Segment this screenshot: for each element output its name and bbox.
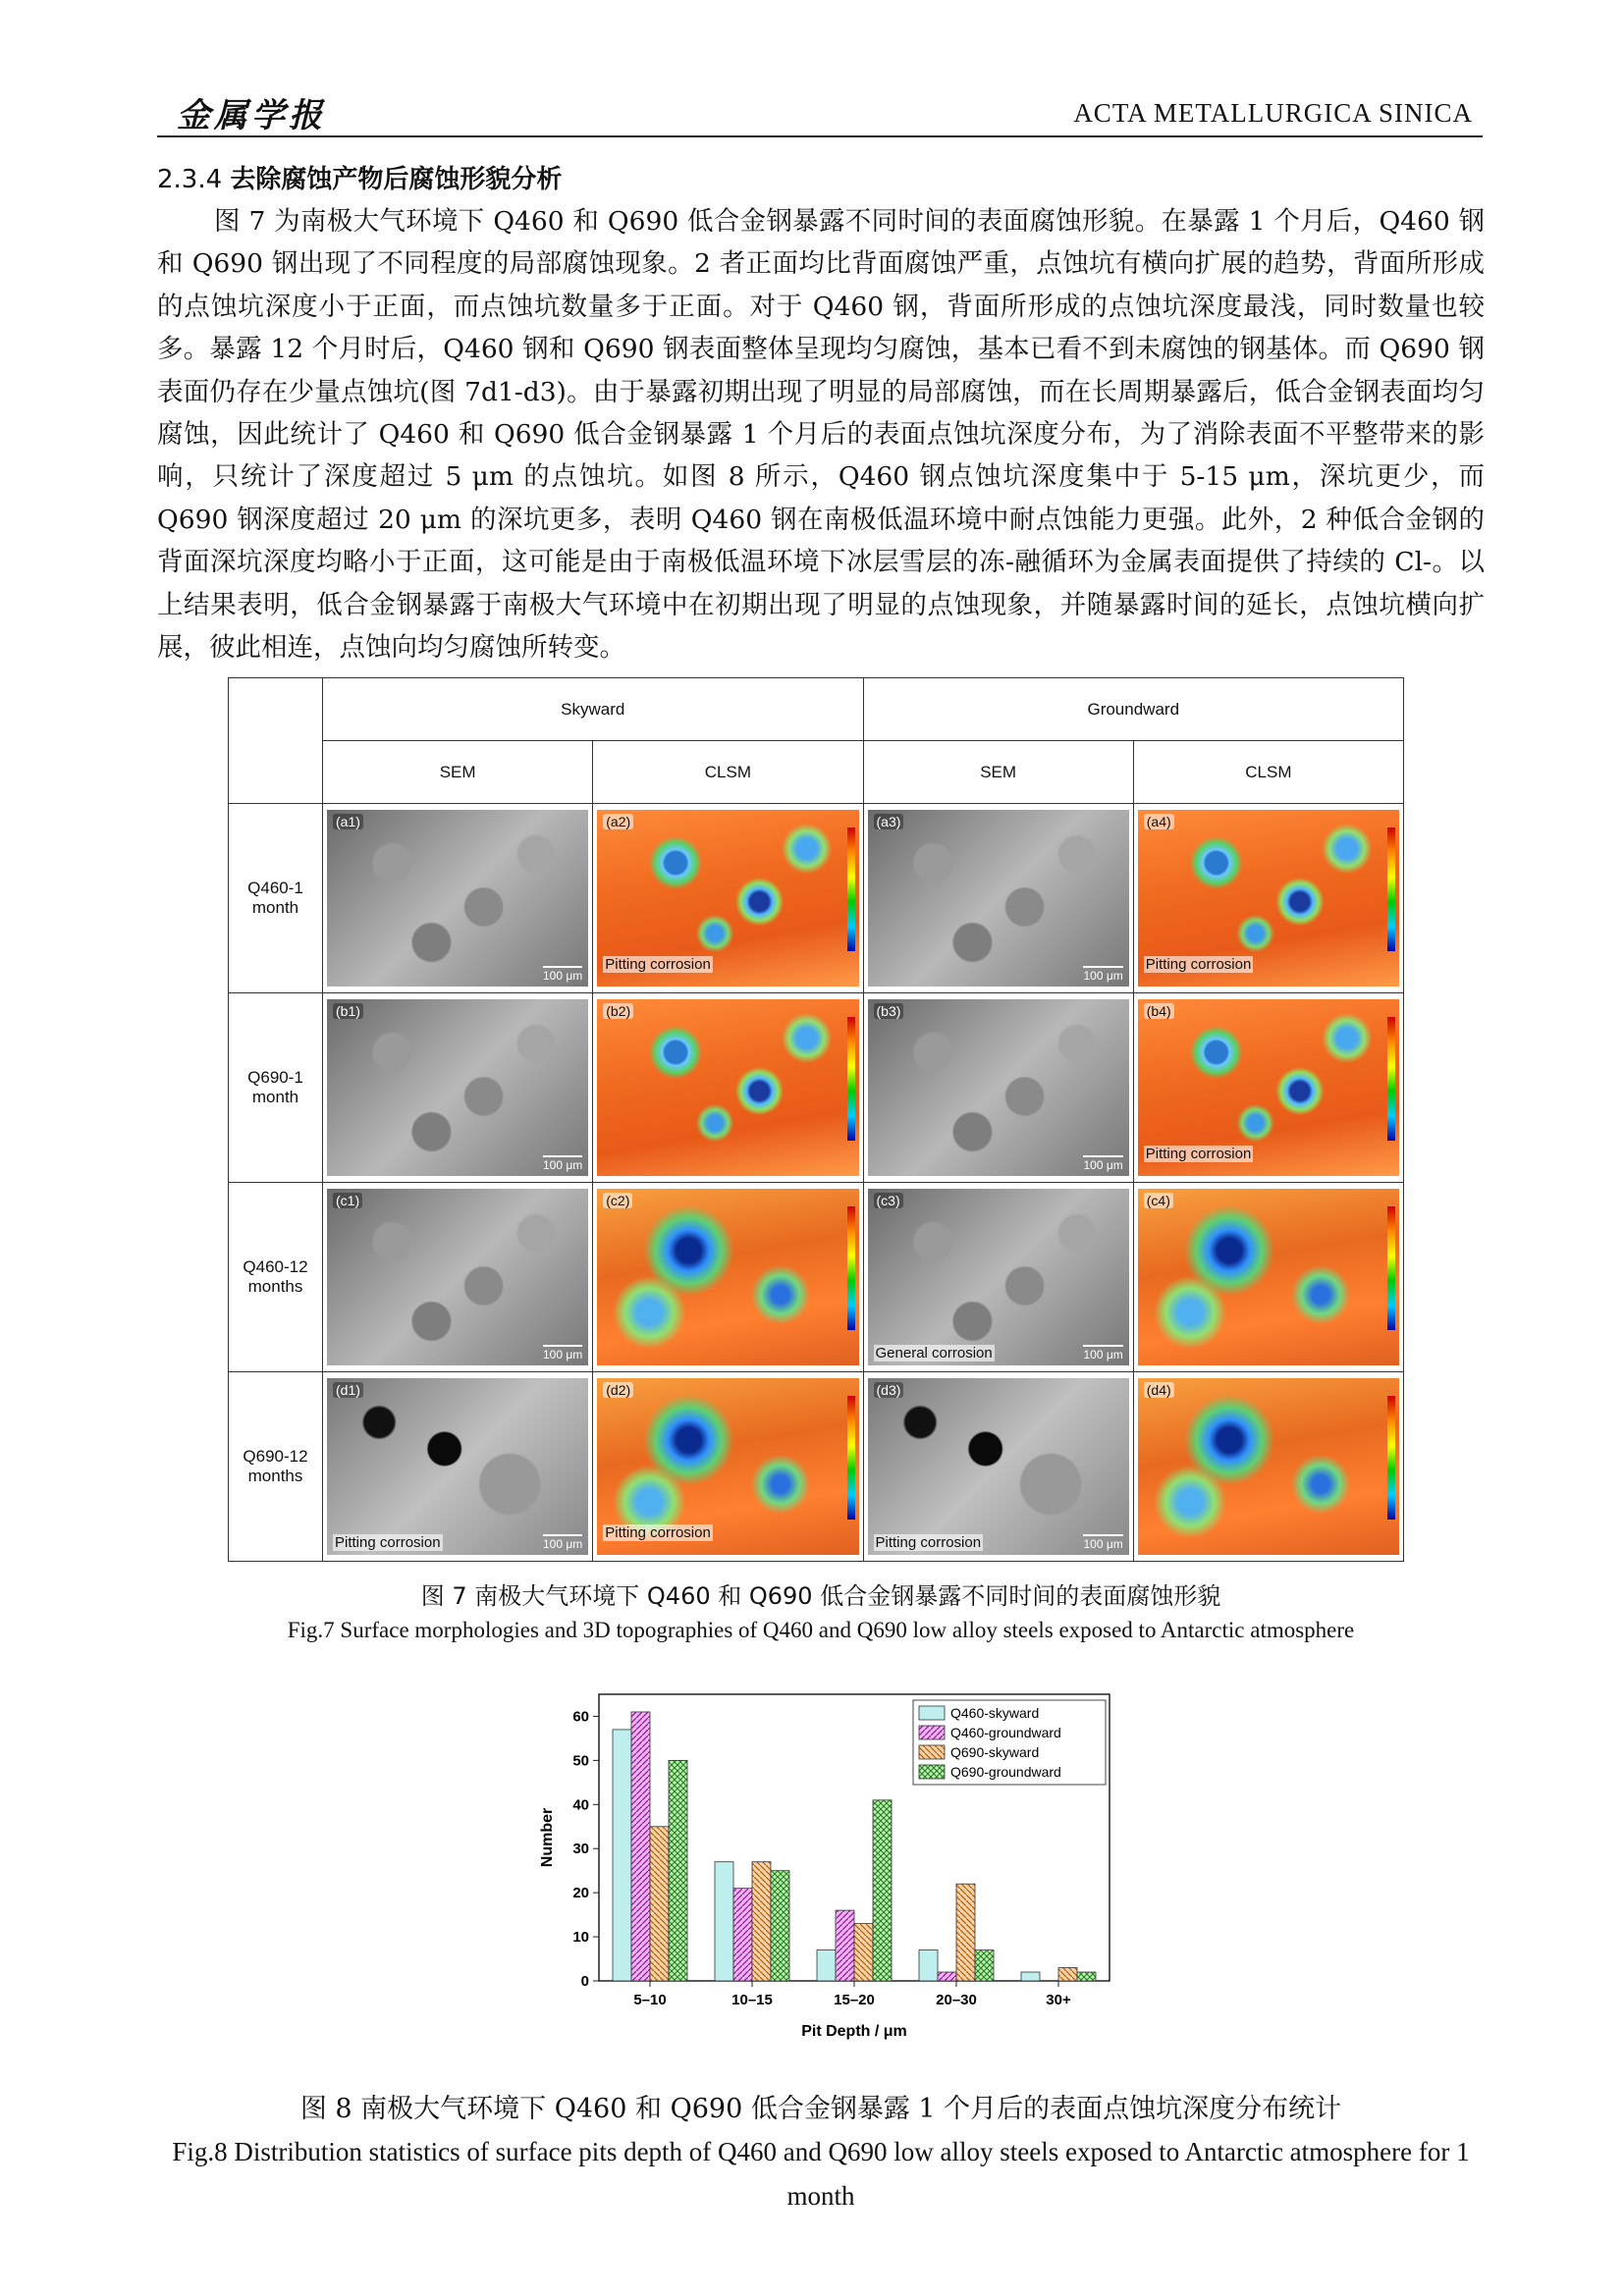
bar <box>631 1712 650 1981</box>
scale-bar: 100 μm <box>543 1155 582 1172</box>
section-number: 2.3.4 <box>157 165 223 194</box>
color-scale-bar <box>847 1206 855 1330</box>
panel-annotation: Pitting corrosion <box>1145 956 1252 973</box>
sem-image <box>868 810 1129 987</box>
x-tick-label: 30+ <box>1046 1992 1071 2008</box>
panel-label: (d4) <box>1144 1382 1174 1398</box>
x-tick-label: 10–15 <box>731 1992 773 2008</box>
x-axis-label: Pit Depth / μm <box>801 2023 907 2040</box>
panel-annotation: Pitting corrosion <box>1145 1146 1252 1162</box>
sem-image <box>868 999 1129 1176</box>
bar <box>854 1924 873 1981</box>
sem-image <box>868 1378 1129 1555</box>
row-label: Q690-12 months <box>229 1372 323 1562</box>
y-tick-label: 20 <box>572 1885 589 1902</box>
legend-label: Q460-skyward <box>950 1705 1040 1721</box>
clsm-image <box>1138 1189 1399 1365</box>
panel-label: (d2) <box>603 1382 633 1398</box>
panel-label: (b2) <box>603 1003 633 1019</box>
panel-annotation: Pitting corrosion <box>335 1534 441 1551</box>
section-heading <box>157 159 562 195</box>
figure-panel-cell <box>593 1183 863 1372</box>
figure-panel-cell <box>863 804 1133 993</box>
legend-swatch <box>919 1726 945 1739</box>
bar-chart <box>530 1677 1139 2069</box>
y-tick-label: 30 <box>572 1841 589 1858</box>
color-scale-bar <box>847 1396 855 1520</box>
color-scale-bar <box>1387 1206 1395 1330</box>
panel-label: (b3) <box>874 1003 904 1019</box>
bar <box>1021 1972 1040 1981</box>
figure-panel-cell <box>1133 804 1403 993</box>
clsm-image <box>1138 999 1399 1176</box>
panel-label: (c3) <box>874 1193 903 1208</box>
y-tick-label: 40 <box>572 1796 589 1814</box>
panel-label: (b1) <box>333 1003 363 1019</box>
panel-annotation: General corrosion <box>875 1345 993 1362</box>
scale-bar: 100 μm <box>543 1534 582 1551</box>
scale-bar: 100 μm <box>543 1345 582 1362</box>
y-tick-label: 60 <box>572 1708 589 1726</box>
figure-panel-cell <box>323 1183 593 1372</box>
bar <box>817 1950 836 1981</box>
panel-label: (c2) <box>603 1193 632 1208</box>
figure-row <box>229 1372 1404 1562</box>
figure-panel-cell <box>323 804 593 993</box>
bar <box>975 1950 994 1981</box>
figure-8-caption-en: Fig.8 Distribution statistics of surface pits depth of Q460 and Q690 low alloy steels exposed to Antarctic atmosphere for 1 month <box>172 2137 1470 2211</box>
panel-label: (a2) <box>603 814 633 829</box>
bar <box>1058 1968 1077 1981</box>
sub-col-header: SEM <box>863 741 1133 804</box>
figure-7 <box>228 677 1404 1561</box>
bar <box>752 1862 771 1981</box>
y-tick-label: 0 <box>580 1973 589 1990</box>
bar <box>715 1862 733 1981</box>
scale-bar: 100 μm <box>1083 1155 1122 1172</box>
bar <box>919 1950 938 1981</box>
figure-panel-cell <box>593 804 863 993</box>
bar <box>836 1910 854 1981</box>
journal-logo: 金属学报 <box>177 96 326 135</box>
color-scale-bar <box>1387 1017 1395 1141</box>
panel-annotation: Pitting corrosion <box>875 1534 982 1551</box>
figure-panel-cell <box>863 1372 1133 1562</box>
figure-7-caption-en: Fig.7 Surface morphologies and 3D topographies of Q460 and Q690 low alloy steels exposed to Antarctic atmosphere <box>287 1618 1355 1642</box>
y-axis-label: Number <box>539 1807 556 1868</box>
bar <box>613 1730 631 1981</box>
legend-swatch <box>919 1745 945 1759</box>
bar <box>873 1800 892 1981</box>
panel-label: (d1) <box>333 1382 363 1398</box>
figure-7-table <box>228 677 1404 1562</box>
panel-annotation: Pitting corrosion <box>605 956 711 973</box>
color-scale-bar <box>847 1017 855 1141</box>
page-header <box>157 86 1483 137</box>
y-tick-label: 50 <box>572 1752 589 1770</box>
bar <box>771 1871 789 1981</box>
scale-bar: 100 μm <box>1083 966 1122 983</box>
row-label: Q460-1 month <box>229 804 323 993</box>
figure-panel-cell <box>593 993 863 1183</box>
x-tick-label: 15–20 <box>834 1992 875 2008</box>
figure-panel-cell <box>323 993 593 1183</box>
figure-panel-cell <box>1133 1372 1403 1562</box>
sub-col-header: SEM <box>323 741 593 804</box>
y-tick-label: 10 <box>572 1929 589 1947</box>
figure-panel-cell <box>863 1183 1133 1372</box>
row-label: Q460-12 months <box>229 1183 323 1372</box>
x-tick-label: 5–10 <box>633 1992 667 2008</box>
panel-label: (a3) <box>874 814 904 829</box>
panel-label: (b4) <box>1144 1003 1174 1019</box>
scale-bar: 100 μm <box>543 966 582 983</box>
clsm-image <box>597 810 858 987</box>
figure-8-caption-cn: 图 8 南极大气环境下 Q460 和 Q690 低合金钢暴露 1 个月后的表面点蚀坑深度分布统计 <box>299 2094 1342 2124</box>
panel-label: (d3) <box>874 1382 904 1398</box>
scale-bar: 100 μm <box>1083 1534 1122 1551</box>
figure-panel-cell <box>863 993 1133 1183</box>
figure-row <box>229 993 1404 1183</box>
sub-col-header: CLSM <box>1133 741 1403 804</box>
section-title: 去除腐蚀产物后腐蚀形貌分析 <box>230 165 563 194</box>
sem-image <box>868 1189 1129 1365</box>
sem-image <box>327 999 588 1176</box>
figure-row <box>229 804 1404 993</box>
sem-image <box>327 1189 588 1365</box>
panel-label: (c1) <box>333 1193 362 1208</box>
clsm-image <box>597 999 858 1176</box>
paragraph: 图 7 为南极大气环境下 Q460 和 Q690 低合金钢暴露不同时间的表面腐蚀形貌。在暴露 1 个月后，Q460 钢和 Q690 钢出现了不同程度的局部腐蚀现象。2 者正面均比背面腐蚀严重，点蚀坑有横向扩展的趋势，背面所形成的点蚀坑深度小于正面，而点蚀坑数量多于正面。对于 Q460 钢，背面所形成的点蚀坑深度最浅，同时数量也较多。暴露 12 个月时后，Q460 钢和 Q690 钢表面整体呈现均匀腐蚀，基本已看不到未腐蚀的钢基体。而 Q690 钢表面仍存在少量点蚀坑(图 7d1-d3)。由于暴露初期出现了明显的局部腐蚀，而在长周期暴露后，低合金钢表面均匀腐蚀，因此统计了 Q460 和 Q690 低合金钢暴露 1 个月后的表面点蚀坑深度分布，为了消除表面不平整带来的影响，只统计了深度超过 5 μm 的点蚀坑。如图 8 所示，Q460 钢点蚀坑深度集中于 5-15 μm，深坑更少，而 Q690 钢深度超过 20 μm 的深坑更多，表明 Q460 钢在南极低温环境中耐点蚀能力更强。此外，2 种低合金钢的背面深坑深度均略小于正面，这可能是由于南极低温环境下冰层雪层的冻-融循环为金属表面提供了持续的 Cl-。以上结果表明，低合金钢暴露于南极大气环境中在初期出现了明显的点蚀现象，并随暴露时间的延长，点蚀坑横向扩展，彼此相连，点蚀向均匀腐蚀所转变。 <box>157 206 1485 664</box>
panel-label: (c4) <box>1144 1193 1173 1208</box>
figure-7-caption-cn: 图 7 南极大气环境下 Q460 和 Q690 低合金钢暴露不同时间的表面腐蚀形貌 <box>420 1582 1221 1610</box>
color-scale-bar <box>1387 828 1395 951</box>
legend-label: Q690-groundward <box>950 1764 1061 1780</box>
body-text <box>157 200 1485 668</box>
x-tick-label: 20–30 <box>936 1992 977 2008</box>
legend-label: Q460-groundward <box>950 1725 1061 1740</box>
figure-panel-cell <box>593 1372 863 1562</box>
color-scale-bar <box>847 828 855 951</box>
row-label: Q690-1 month <box>229 993 323 1183</box>
clsm-image <box>1138 810 1399 987</box>
figure-panel-cell <box>323 1372 593 1562</box>
bar <box>733 1889 752 1981</box>
scale-bar: 100 μm <box>1083 1345 1122 1362</box>
panel-annotation: Pitting corrosion <box>605 1524 711 1541</box>
legend-swatch <box>919 1706 945 1720</box>
panel-label: (a1) <box>333 814 363 829</box>
sub-col-header: CLSM <box>593 741 863 804</box>
bar <box>956 1884 975 1981</box>
clsm-image <box>1138 1378 1399 1555</box>
bar <box>669 1760 687 1981</box>
legend-swatch <box>919 1765 945 1779</box>
col-group-groundward: Groundward <box>863 678 1404 741</box>
legend-label: Q690-skyward <box>950 1744 1040 1760</box>
sem-image <box>327 1378 588 1555</box>
bar <box>938 1972 956 1981</box>
figure-panel-cell <box>1133 993 1403 1183</box>
corner-cell <box>229 678 323 804</box>
clsm-image <box>597 1189 858 1365</box>
figure-8-chart <box>530 1677 1139 2069</box>
panel-label: (a4) <box>1144 814 1174 829</box>
color-scale-bar <box>1387 1396 1395 1520</box>
col-group-skyward: Skyward <box>323 678 864 741</box>
bar <box>650 1827 669 1981</box>
sem-image <box>327 810 588 987</box>
figure-panel-cell <box>1133 1183 1403 1372</box>
journal-name: ACTA METALLURGICA SINICA <box>1073 98 1473 128</box>
clsm-image <box>597 1378 858 1555</box>
figure-row <box>229 1183 1404 1372</box>
bar <box>1077 1972 1096 1981</box>
